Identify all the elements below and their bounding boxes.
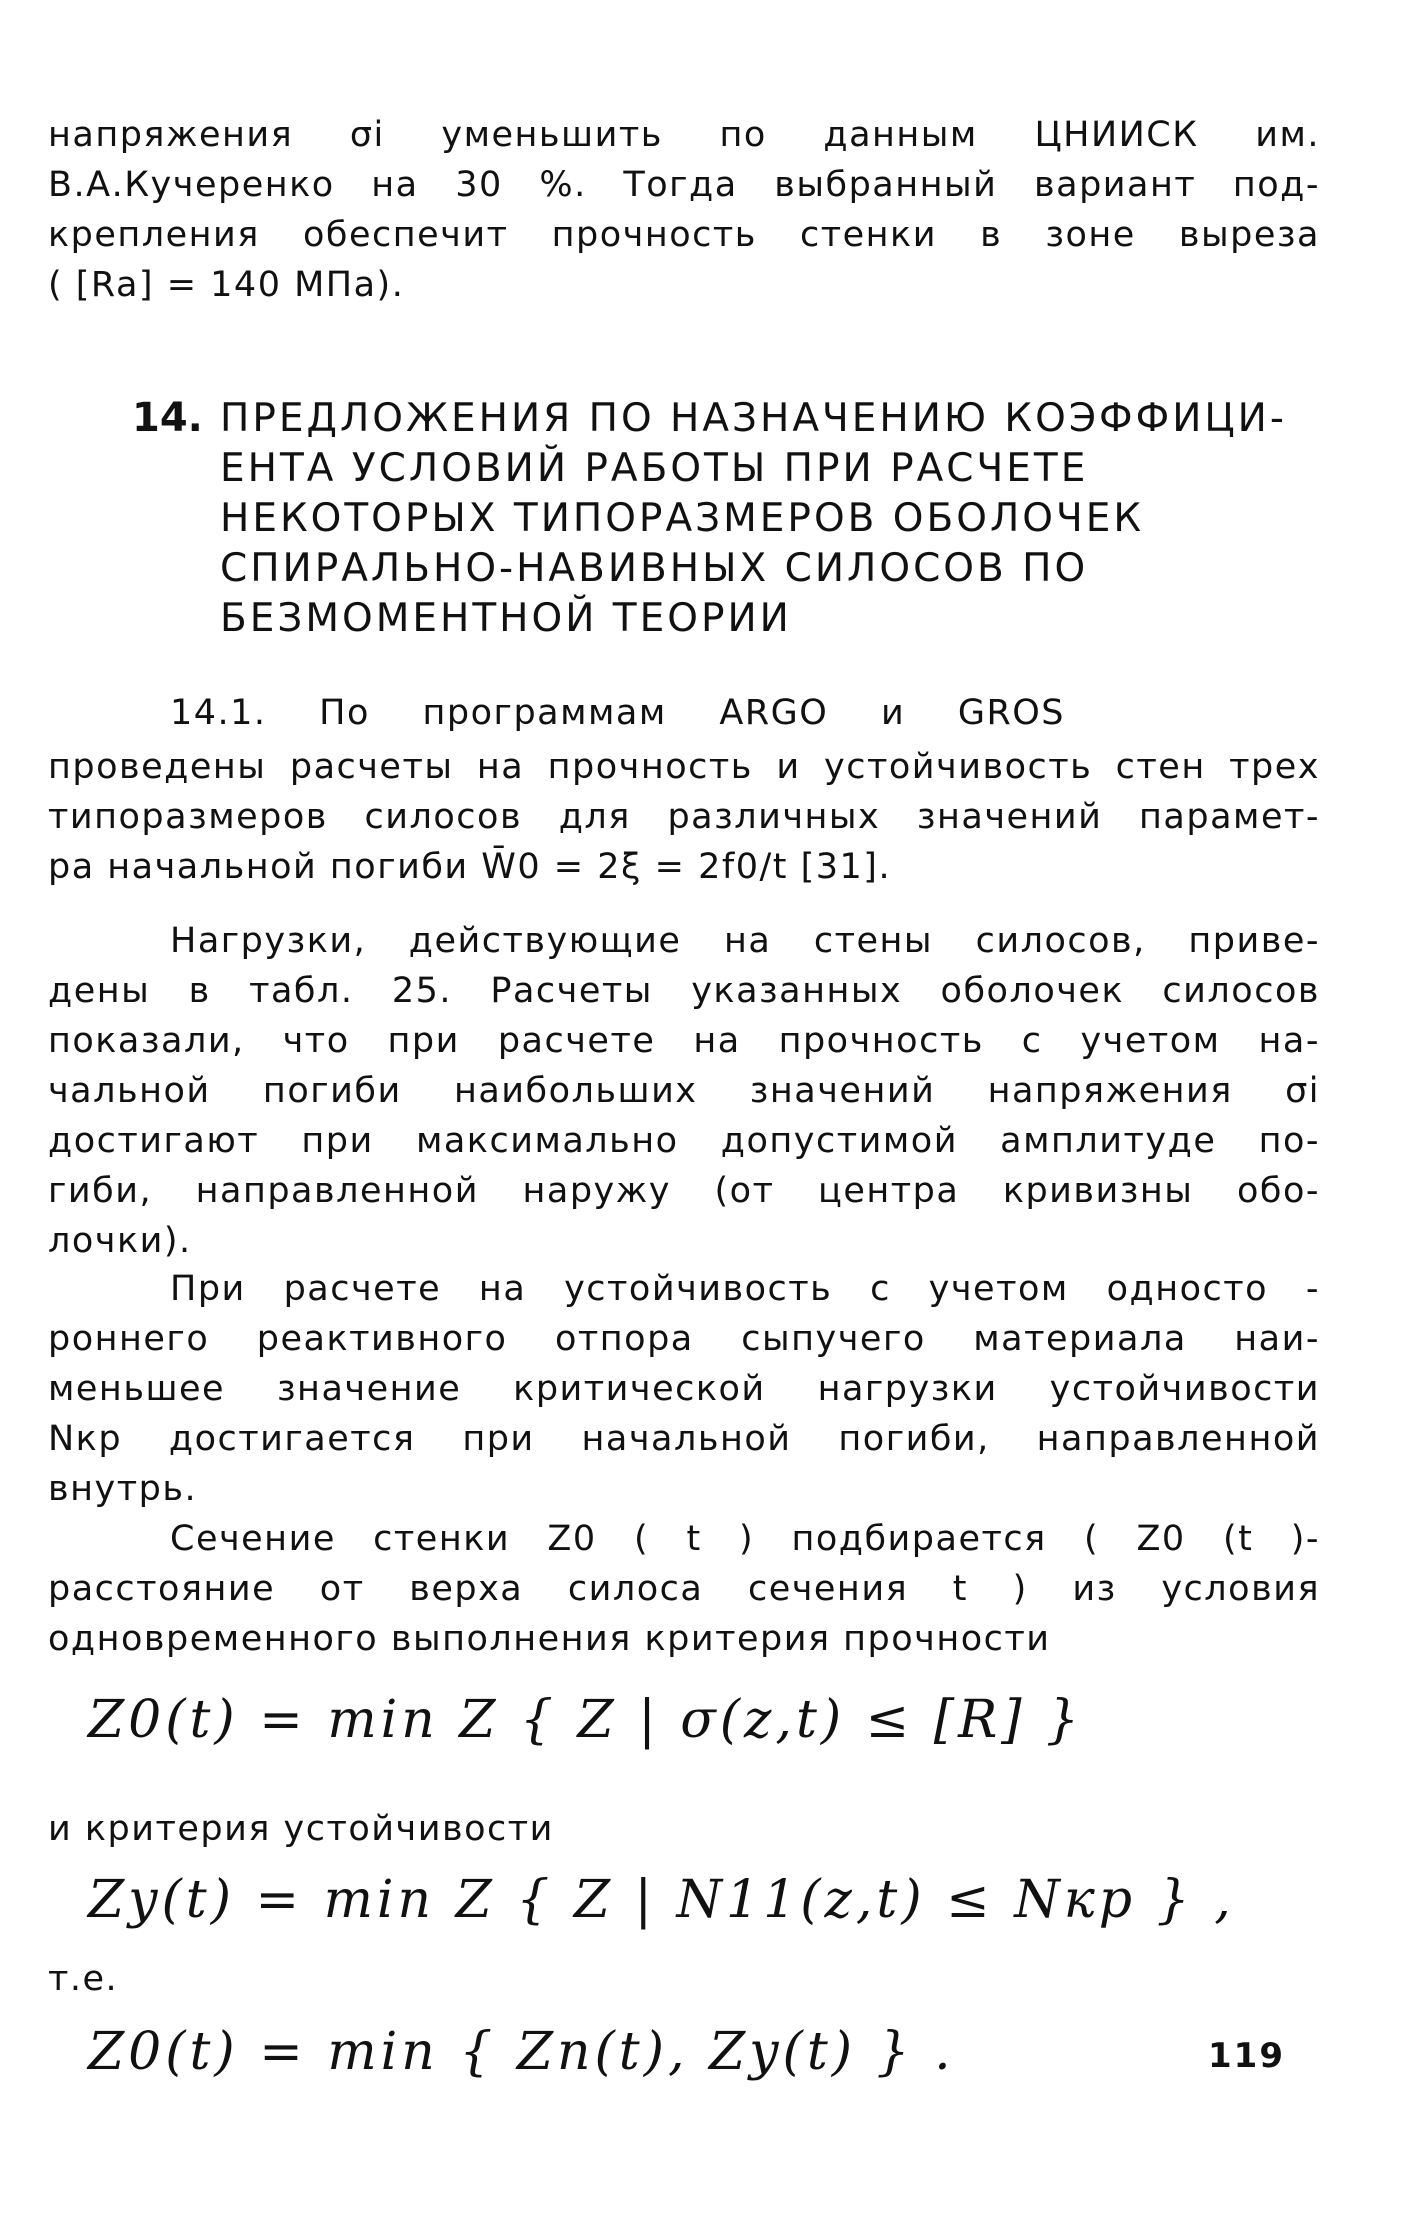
text-line: 14.1. По программам ARGO и GROS <box>170 693 1066 733</box>
text-line: достигают при максимально допустимой амплитуде по- <box>48 1121 1320 1161</box>
text-line: роннего реактивного отпора сыпучего материала наи- <box>48 1319 1320 1359</box>
text-line: типоразмеров силосов для различных значений парамет- <box>48 797 1320 837</box>
page-number: 119 <box>1208 2036 1285 2076</box>
text-line: напряжения σi уменьшить по данным ЦНИИСК им. <box>48 115 1320 155</box>
text-line: расстояние от верха силоса сечения t ) из условия <box>48 1569 1320 1609</box>
text-line: ( [Ra] = 140 МПа). <box>48 265 405 305</box>
formula-strength: Z0(t) = min Z { Z | σ(z,t) ≤ [R] } <box>88 1690 1084 1750</box>
heading-line: БЕЗМОМЕНТНОЙ ТЕОРИИ <box>220 596 792 641</box>
text-line: В.А.Кучеренко на 30 %. Тогда выбранный вариант под- <box>48 165 1320 205</box>
text-line: Сечение стенки Z0 ( t ) подбирается ( Z0 (t )- <box>170 1519 1320 1559</box>
text-line: ра начальной погиби W̄0 = 2ξ = 2f0/t [31]. <box>48 847 892 887</box>
text-line: одновременного выполнения критерия прочности <box>48 1619 1051 1659</box>
text-line: крепления обеспечит прочность стенки в зоне выреза <box>48 215 1320 255</box>
text-line: и критерия устойчивости <box>48 1809 554 1849</box>
text-line: проведены расчеты на прочность и устойчивость стен трех <box>48 747 1320 787</box>
heading-line: НЕКОТОРЫХ ТИПОРАЗМЕРОВ ОБОЛОЧЕК <box>220 496 1145 541</box>
text-line: дены в табл. 25. Расчеты указанных оболочек силосов <box>48 971 1320 1011</box>
heading-line: ПРЕДЛОЖЕНИЯ ПО НАЗНАЧЕНИЮ КОЭФФИЦИ- <box>220 396 1287 441</box>
text-line: меньшее значение критической нагрузки устойчивости <box>48 1369 1320 1409</box>
heading-number: 14. <box>132 395 203 441</box>
text-line: т.е. <box>48 1959 119 1999</box>
heading-line: ЕНТА УСЛОВИЙ РАБОТЫ ПРИ РАСЧЕТЕ <box>220 446 1089 491</box>
text-line: показали, что при расчете на прочность с учетом на- <box>48 1021 1320 1061</box>
text-line: гиби, направленной наружу (от центра кривизны обо- <box>48 1171 1320 1211</box>
formula-stability: Zy(t) = min Z { Z | N11(z,t) ≤ Nкр } , <box>88 1870 1235 1930</box>
text-line: Нагрузки, действующие на стены силосов, приве- <box>170 921 1320 961</box>
text-line: чальной погиби наибольших значений напряжения σi <box>48 1071 1320 1111</box>
heading-line: СПИРАЛЬНО-НАВИВНЫХ СИЛОСОВ ПО <box>220 546 1089 591</box>
text-line: лочки). <box>48 1221 192 1261</box>
text-line: Nкр достигается при начальной погиби, направленной <box>48 1419 1320 1459</box>
formula-result: Z0(t) = min { Zп(t), Zy(t) } . <box>88 2022 955 2082</box>
text-line: внутрь. <box>48 1469 198 1509</box>
text-line: При расчете на устойчивость с учетом односто - <box>170 1269 1320 1309</box>
